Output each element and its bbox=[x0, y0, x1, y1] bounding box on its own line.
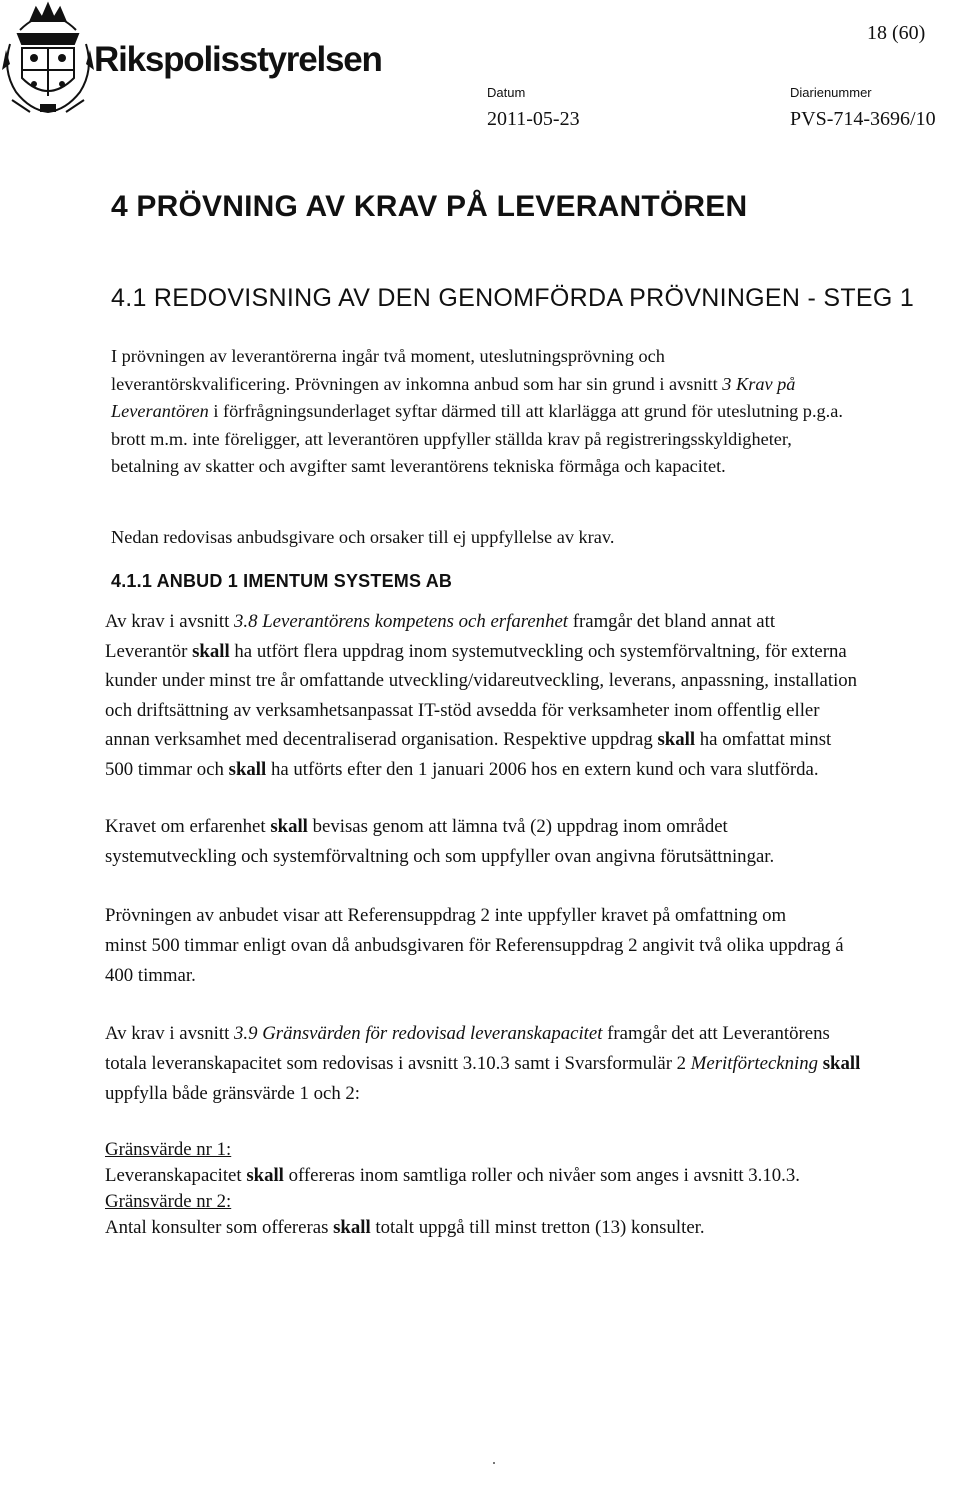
section-reference: 3.9 Gränsvärden för redovisad leveranskapacitet bbox=[234, 1023, 603, 1044]
shall-keyword: skall bbox=[822, 1053, 861, 1074]
text-run: annan verksamhet med decentraliserad organisation. Respektive uppdrag bbox=[105, 729, 653, 750]
diary-number-value: PVS-714-3696/10 bbox=[790, 108, 936, 130]
text-line: Prövningen av anbudet visar att Referensuppdrag 2 inte uppfyller kravet på omfattning om bbox=[105, 905, 787, 926]
text-line bbox=[105, 1019, 860, 1049]
diary-number-label: Diarienummer bbox=[790, 85, 872, 100]
text-line bbox=[105, 1049, 860, 1079]
text-run: totalt uppgå till minst tretton (13) konsulter. bbox=[375, 1217, 705, 1238]
bid-heading: 4.1.1 ANBUD 1 IMENTUM SYSTEMS AB bbox=[111, 571, 453, 591]
section-heading: 4 PRÖVNING AV KRAV PÅ LEVERANTÖREN bbox=[111, 190, 748, 223]
date-label: Datum bbox=[487, 85, 526, 100]
text-run: ha omfattat minst bbox=[699, 729, 832, 750]
text-run: bevisas genom att lämna två (2) uppdrag inom området bbox=[312, 816, 728, 837]
text-run: framgår det bland annat att bbox=[572, 611, 776, 632]
date-value: 2011-05-23 bbox=[487, 108, 580, 130]
text-run: i förfrågningsunderlaget syftar därmed till att klarlägga att grund för uteslutning p.g.a. bbox=[213, 401, 843, 421]
subsection-heading: 4.1 REDOVISNING AV DEN GENOMFÖRDA PRÖVNINGEN - STEG 1 bbox=[111, 284, 915, 312]
text-run: Av krav i avsnitt bbox=[105, 611, 230, 632]
text-line bbox=[105, 607, 857, 637]
text-run: Av krav i avsnitt bbox=[105, 1023, 230, 1044]
shall-keyword: skall bbox=[657, 729, 696, 750]
text-run: leverantörskvalificering. Prövningen av inkomna anbud som har sin grund i avsnitt bbox=[111, 373, 718, 394]
text-line bbox=[105, 637, 857, 667]
text-line: Nedan redovisas anbudsgivare och orsaker till ej uppfyllelse av krav. bbox=[111, 527, 615, 547]
limit-2-title: Gränsvärde nr 2: bbox=[105, 1191, 232, 1212]
text-line: kunder under minst tre år omfattande utveckling/vidareutveckling, leverans, anpassning, installation bbox=[105, 670, 858, 691]
limits-section bbox=[105, 1137, 800, 1241]
section-reference: Meritförteckning bbox=[690, 1053, 819, 1074]
nedan-paragraph bbox=[111, 524, 614, 552]
limit-1-title: Gränsvärde nr 1: bbox=[105, 1139, 232, 1160]
text-run: ha utfört flera uppdrag inom systemutveckling och systemförvaltning, för externa bbox=[234, 640, 847, 662]
shall-keyword: skall bbox=[246, 1165, 284, 1186]
text-line: minst 500 timmar enligt ovan då anbudsgivaren för Referensuppdrag 2 angivit två olika uppdrag á bbox=[105, 935, 844, 956]
stray-mark bbox=[493, 1462, 495, 1464]
text-run: totala leveranskapacitet som redovisas i avsnitt 3.10.3 samt i Svarsformulär 2 bbox=[105, 1053, 687, 1074]
organization-name: Rikspolisstyrelsen bbox=[94, 40, 382, 79]
section-reference: 3 Krav på bbox=[722, 373, 796, 394]
text-run: framgår det att Leverantörens bbox=[607, 1023, 830, 1044]
text-run: 500 timmar och bbox=[105, 758, 224, 780]
intro-line: brott m.m. inte föreligger, att leverantören uppfyller ställda krav på registreringsskyldigheter, bbox=[111, 428, 792, 449]
shall-keyword: skall bbox=[228, 758, 267, 780]
text-line: 400 timmar. bbox=[105, 965, 196, 986]
text-line: uppfylla både gränsvärde 1 och 2: bbox=[105, 1083, 361, 1104]
text-line bbox=[105, 755, 857, 785]
section-reference: Leverantören bbox=[111, 401, 209, 421]
intro-paragraph bbox=[111, 343, 843, 481]
text-run: ha utförts efter den 1 januari 2006 hos en extern kund och vara slutförda. bbox=[270, 758, 819, 780]
assessment-paragraph bbox=[105, 901, 844, 991]
text-line: och driftsättning av verksamhetsanpassat IT-stöd avsedda för verksamheter inom offentlig eller bbox=[105, 699, 820, 721]
police-crest-logo bbox=[0, 0, 96, 118]
shall-keyword: skall bbox=[333, 1217, 371, 1238]
intro-line: betalning av skatter och avgifter samt leverantörens tekniska förmåga och kapacitet. bbox=[111, 456, 726, 476]
text-line bbox=[105, 725, 857, 755]
requirement-paragraph bbox=[105, 607, 857, 784]
text-line: systemutveckling och systemförvaltning och som uppfyller ovan angivna förutsättningar. bbox=[105, 846, 775, 867]
shall-keyword: skall bbox=[270, 816, 308, 837]
intro-line bbox=[111, 371, 843, 399]
text-run: offereras inom samtliga roller och nivåer som anges i avsnitt 3.10.3. bbox=[288, 1165, 800, 1186]
limit-2-text bbox=[105, 1215, 800, 1241]
limit-1-text bbox=[105, 1163, 800, 1189]
section-reference: 3.8 Leverantörens kompetens och erfarenhet bbox=[234, 611, 569, 632]
text-run: Leveranskapacitet bbox=[105, 1165, 242, 1186]
text-run: Antal konsulter som offereras bbox=[105, 1217, 329, 1238]
text-run: Leverantör bbox=[105, 640, 188, 662]
text-line bbox=[105, 812, 774, 842]
intro-line bbox=[111, 398, 843, 426]
text-run: Kravet om erfarenhet bbox=[105, 816, 266, 837]
page-number: 18 (60) bbox=[867, 22, 926, 44]
kravet-paragraph bbox=[105, 812, 774, 872]
intro-line: I prövningen av leverantörerna ingår två moment, uteslutningsprövning och bbox=[111, 346, 665, 366]
requirement-paragraph bbox=[105, 1019, 860, 1109]
shall-keyword: skall bbox=[192, 640, 230, 662]
